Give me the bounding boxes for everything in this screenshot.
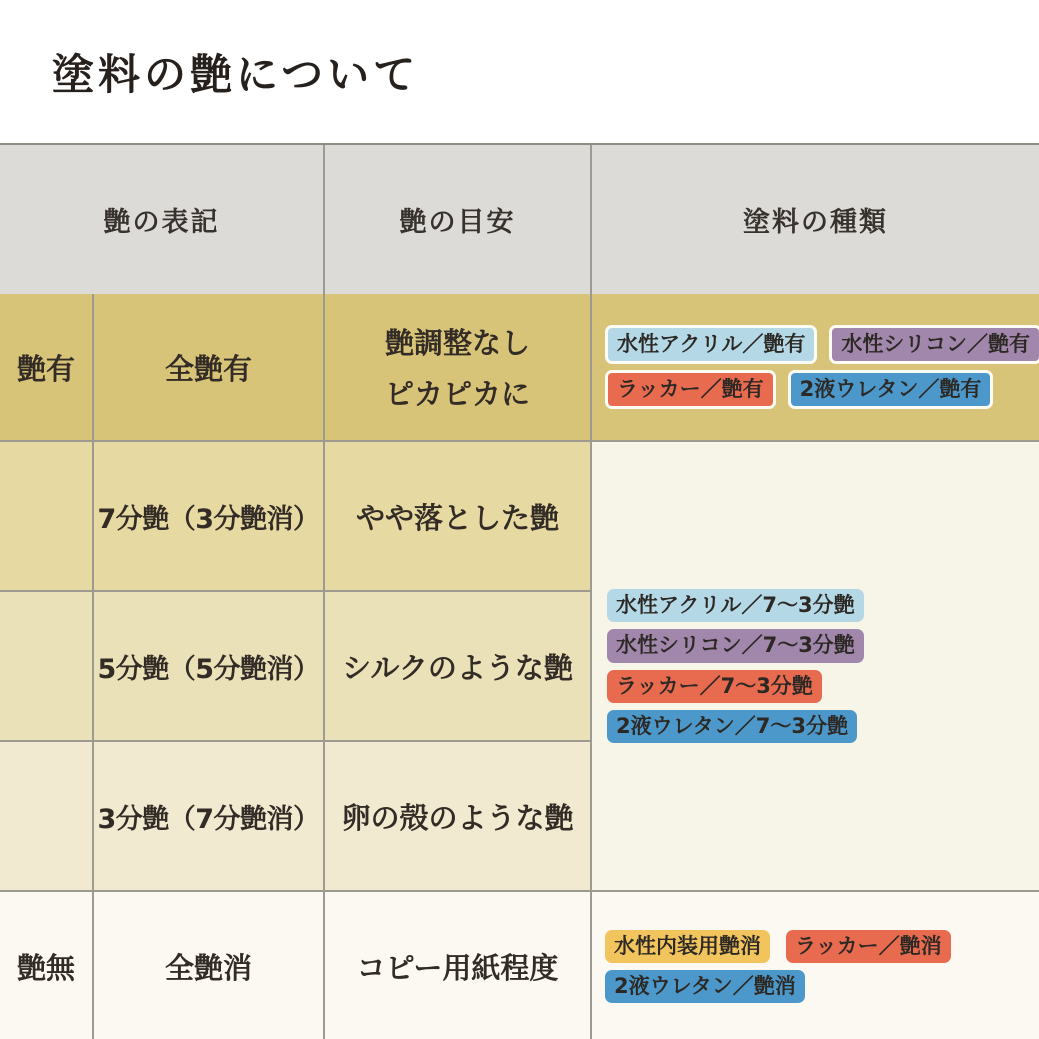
header-paint-types: 塗料の種類: [590, 145, 1039, 294]
row-gloss3-group-spacer: [0, 742, 92, 892]
row-gloss-notation: 全艶有: [92, 294, 323, 442]
row-gloss-guide: [323, 294, 590, 442]
badge-row: [605, 370, 993, 409]
title-bar: [0, 0, 1039, 143]
row-matte-paint-types: [590, 892, 1039, 1039]
row-gloss3-notation: 3分艶（7分艶消）: [92, 742, 323, 892]
row-gloss7-guide: やや落とした艶: [323, 442, 590, 592]
header-gloss-notation: 艶の表記: [0, 145, 323, 294]
header-gloss-guide: 艶の目安: [323, 145, 590, 294]
page-title: 塗料の艶について: [52, 49, 420, 99]
row-gloss5-notation: 5分艶（5分艶消）: [92, 592, 323, 742]
row-gloss7-group-spacer: [0, 442, 92, 592]
row-matte-group-label: 艶無: [0, 892, 92, 1039]
paint-badge-urethane-gloss: 2液ウレタン／艶有: [788, 370, 994, 409]
row-gloss5-group-spacer: [0, 592, 92, 742]
paint-badge-aqueous-interior-matte: 水性内装用艶消: [605, 930, 770, 963]
paint-badge-urethane-mid: 2液ウレタン／7〜3分艶: [607, 710, 857, 743]
paint-badge-lacquer-matte: ラッカー／艶消: [786, 930, 951, 963]
paint-badge-aqueous-silicone-mid: 水性シリコン／7〜3分艶: [607, 629, 864, 662]
paint-badge-urethane-matte: 2液ウレタン／艶消: [605, 970, 805, 1003]
paint-badge-aqueous-acrylic-mid: 水性アクリル／7〜3分艶: [607, 589, 864, 622]
badge-row: [605, 930, 951, 963]
row-gloss3-guide: 卵の殻のような艶: [323, 742, 590, 892]
row-gloss-group-label: 艶有: [0, 294, 92, 442]
paint-badge-lacquer-gloss: ラッカー／艶有: [605, 370, 776, 409]
paint-badge-aqueous-silicone-gloss: 水性シリコン／艶有: [829, 325, 1039, 364]
mid-gloss-paint-types: [590, 442, 1039, 892]
badge-row: [605, 325, 1039, 364]
gloss-table: [0, 143, 1039, 1039]
row-gloss7-notation: 7分艶（3分艶消）: [92, 442, 323, 592]
row-matte-guide: コピー用紙程度: [323, 892, 590, 1039]
row-gloss-paint-types: [590, 294, 1039, 442]
paint-badge-aqueous-acrylic-gloss: 水性アクリル／艶有: [605, 325, 817, 364]
row-gloss-guide-line1: 艶調整なし: [384, 326, 530, 360]
row-gloss5-guide: シルクのような艶: [323, 592, 590, 742]
row-gloss-guide-line2: ピカピカに: [384, 377, 530, 411]
row-matte-notation: 全艶消: [92, 892, 323, 1039]
paint-badge-lacquer-mid: ラッカー／7〜3分艶: [607, 670, 822, 703]
badge-row: [605, 970, 805, 1003]
